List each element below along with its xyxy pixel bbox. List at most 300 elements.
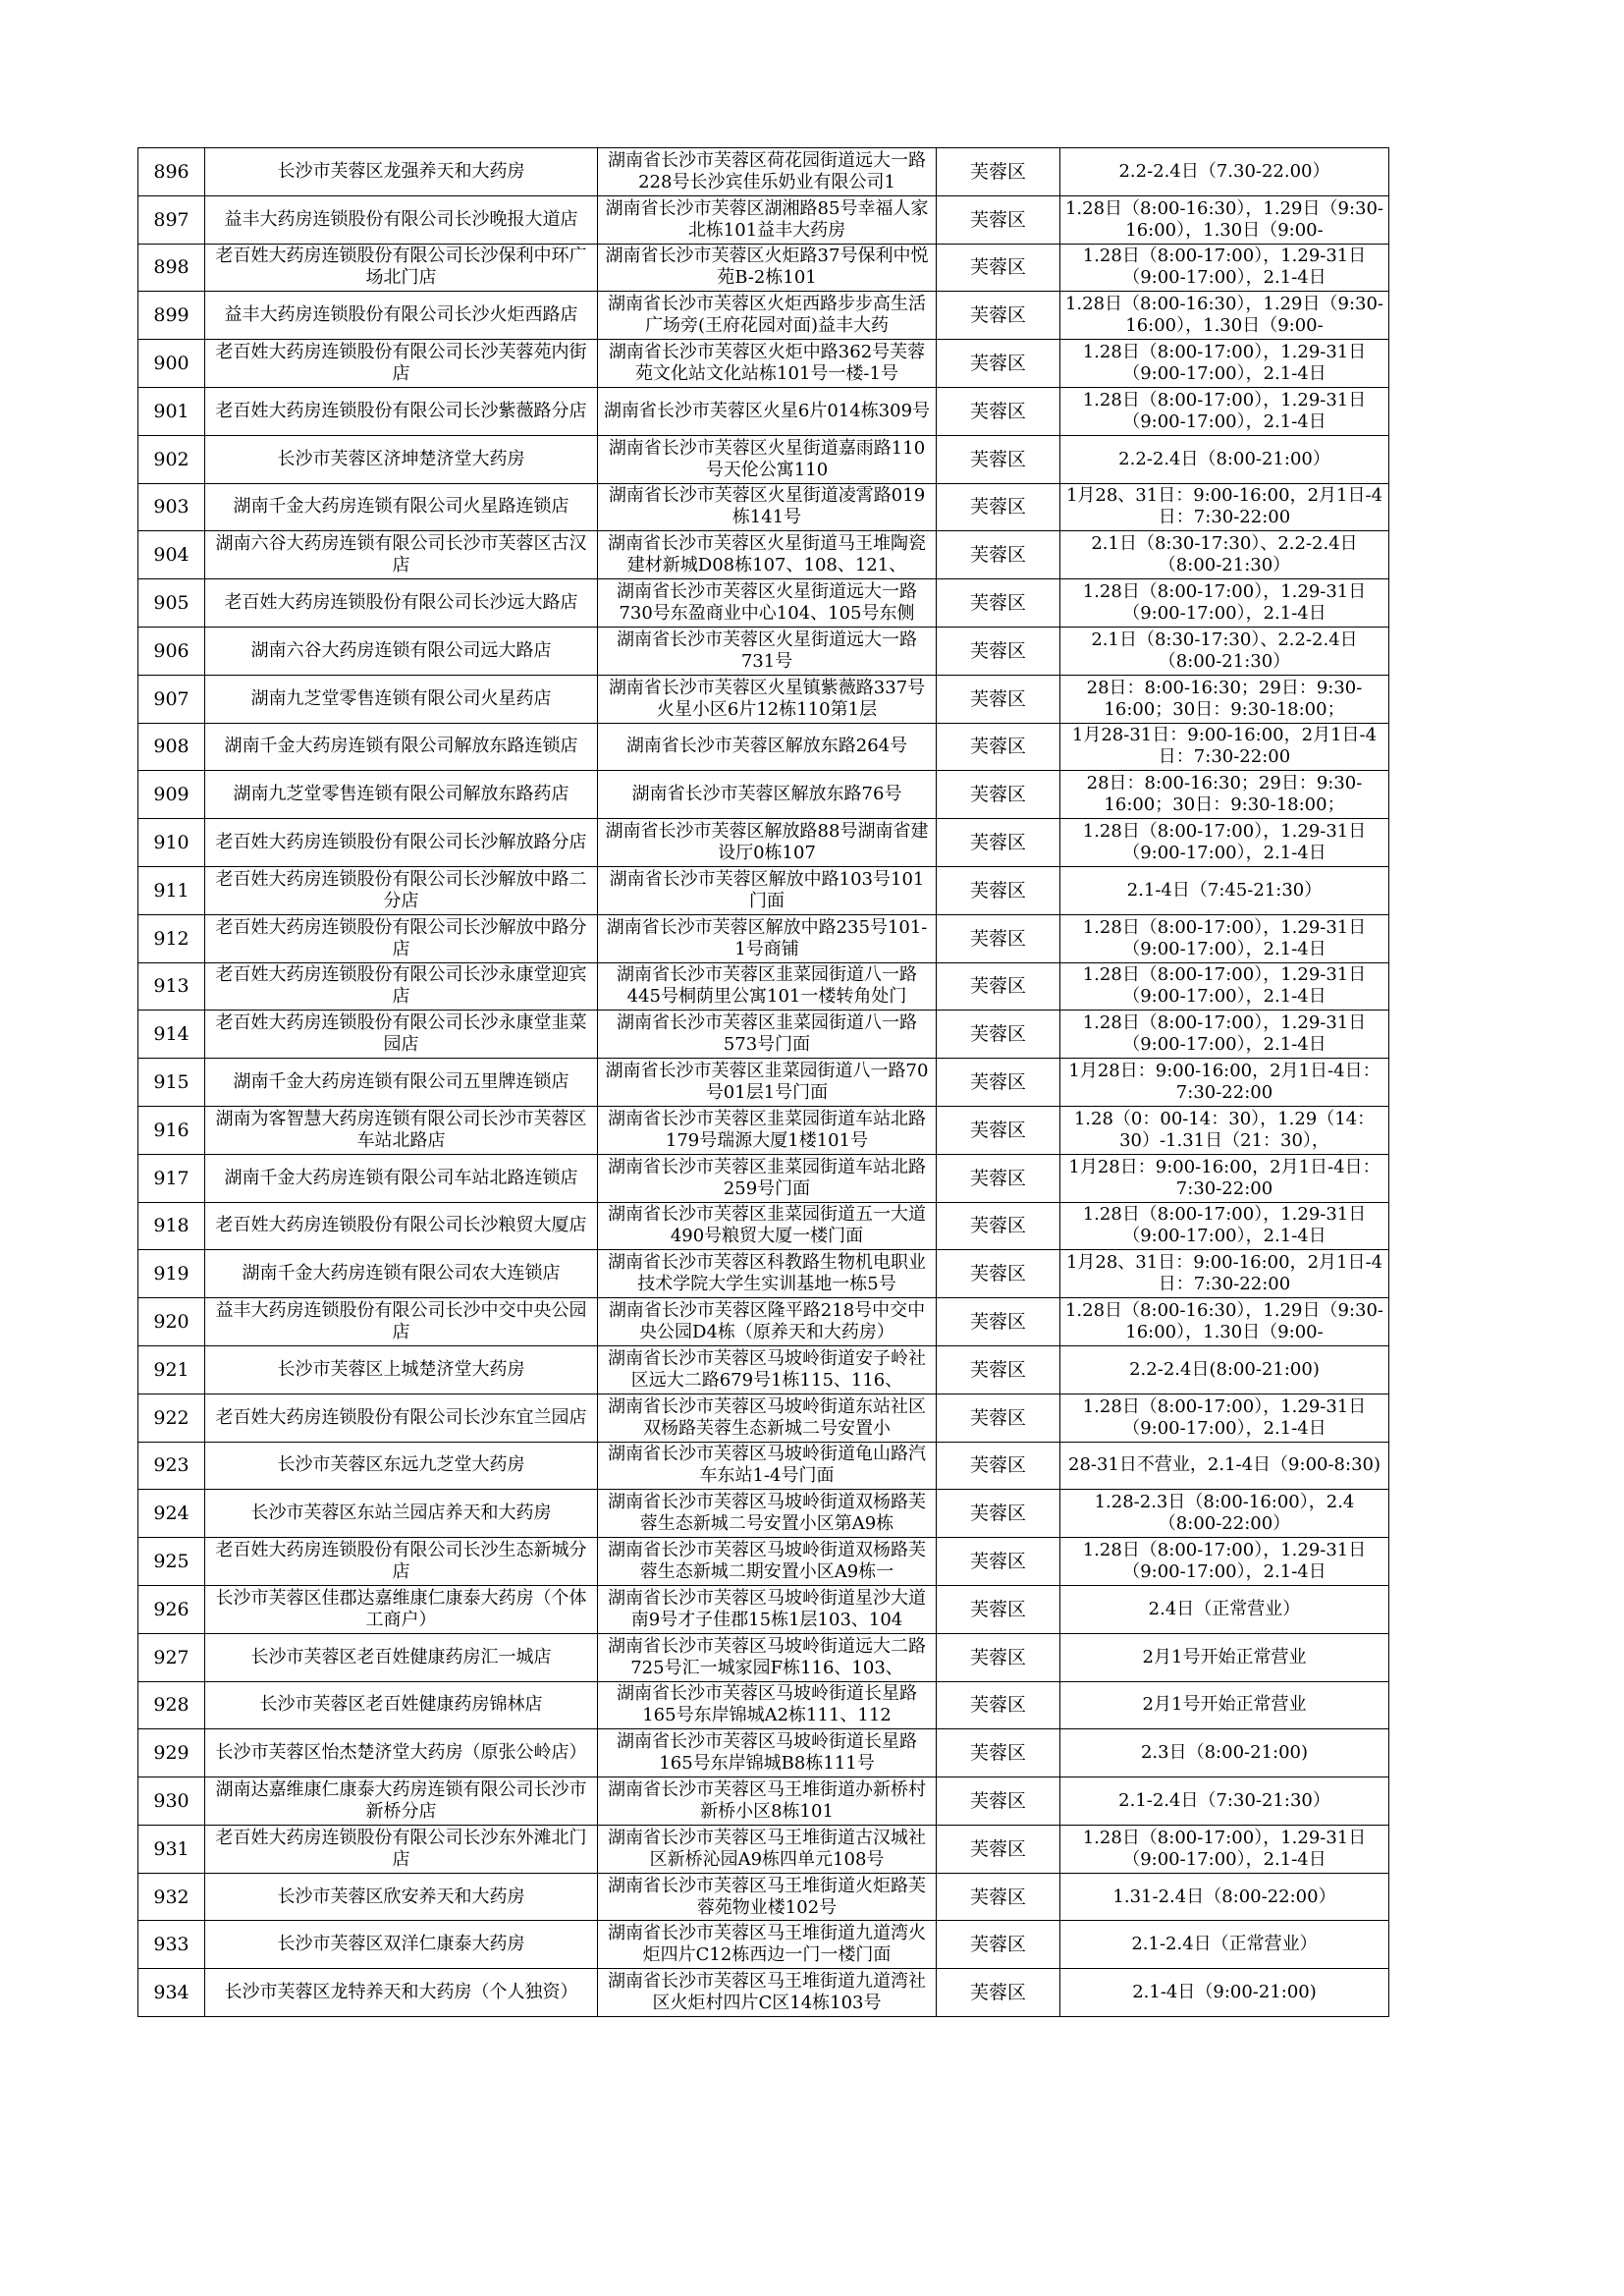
district-cell <box>937 1154 1060 1202</box>
district: 芙蓉区 <box>969 784 1026 806</box>
pharmacy-name-cell <box>205 723 598 771</box>
row-number: 903 <box>153 496 189 519</box>
table-row <box>138 292 1389 340</box>
business-hours-cell <box>1060 1106 1389 1154</box>
district-cell <box>937 1202 1060 1250</box>
business-hours-cell <box>1060 675 1389 723</box>
table-row <box>138 1873 1389 1921</box>
row-number: 909 <box>153 784 189 806</box>
pharmacy-name: 长沙市芙蓉区老百姓健康药房锦林店 <box>259 1694 543 1716</box>
pharmacy-address: 湖南省长沙市芙蓉区马王堆街道九道湾社区火炬村四片C区14栋103号 <box>608 1971 926 2014</box>
district-cell <box>937 771 1060 819</box>
pharmacy-name: 长沙市芙蓉区龙强养天和大药房 <box>277 160 525 182</box>
business-hours: 2.1-2.4日（正常营业） <box>1131 1934 1318 1955</box>
pharmacy-address: 湖南省长沙市芙蓉区火星6片014栋309号 <box>603 400 931 421</box>
pharmacy-name-cell <box>205 1490 598 1538</box>
row-number-cell <box>138 1250 205 1298</box>
pharmacy-name: 湖南千金大药房连锁有限公司火星路连锁店 <box>233 496 569 518</box>
table-row <box>138 627 1389 675</box>
pharmacy-address-cell <box>598 771 937 819</box>
business-hours: 2.1-2.4日（7:30-21:30） <box>1118 1789 1330 1811</box>
pharmacy-address-cell <box>598 1059 937 1107</box>
row-number: 918 <box>153 1215 189 1237</box>
business-hours: 1.28日（8:00-16:30），1.29日（9:30-16:00），1.30日（9:00- <box>1064 1300 1384 1343</box>
row-number-cell <box>138 914 205 962</box>
row-number: 929 <box>153 1742 189 1765</box>
business-hours-cell <box>1060 387 1389 435</box>
row-number: 925 <box>153 1551 189 1572</box>
pharmacy-name-cell <box>205 1202 598 1250</box>
pharmacy-address: 湖南省长沙市芙蓉区解放中路235号101-1号商铺 <box>606 916 928 959</box>
row-number-cell <box>138 819 205 867</box>
pharmacy-name-cell <box>205 962 598 1011</box>
pharmacy-name: 湖南九芝堂零售连锁有限公司解放东路药店 <box>233 784 569 805</box>
table-row <box>138 1442 1389 1490</box>
pharmacy-name-cell <box>205 675 598 723</box>
district-cell <box>937 1250 1060 1298</box>
table-row <box>138 1729 1389 1777</box>
pharmacy-address: 湖南省长沙市芙蓉区韭菜园街道五一大道490号粮贸大厦一楼门面 <box>608 1204 926 1247</box>
district-cell <box>937 435 1060 483</box>
table-row <box>138 675 1389 723</box>
row-number-cell <box>138 1442 205 1490</box>
pharmacy-name-cell <box>205 244 598 292</box>
pharmacy-address-cell <box>598 1394 937 1442</box>
district-cell <box>937 866 1060 914</box>
pharmacy-name: 益丰大药房连锁股份有限公司长沙晚报大道店 <box>224 208 578 230</box>
table-row <box>138 340 1389 388</box>
row-number: 901 <box>153 400 189 422</box>
row-number: 897 <box>153 208 189 231</box>
pharmacy-address: 湖南省长沙市芙蓉区火炬路37号保利中悦苑B-2栋101 <box>605 246 929 289</box>
district-cell <box>937 675 1060 723</box>
pharmacy-address: 湖南省长沙市芙蓉区火星街道远大一路730号东盈商业中心104、105号东侧 <box>617 581 917 625</box>
district-cell <box>937 1059 1060 1107</box>
district: 芙蓉区 <box>969 1406 1026 1429</box>
pharmacy-name-cell <box>205 1681 598 1729</box>
business-hours-cell <box>1060 1202 1389 1250</box>
row-number: 900 <box>153 353 189 375</box>
row-number: 917 <box>153 1167 189 1189</box>
row-number-cell <box>138 1490 205 1538</box>
row-number: 914 <box>153 1023 189 1046</box>
business-hours-cell <box>1060 962 1389 1011</box>
pharmacy-address-cell <box>598 1681 937 1729</box>
row-number-cell <box>138 483 205 531</box>
business-hours: 1.28日（8:00-17:00），1.29-31日（9:00-17:00），2.1-4日 <box>1082 389 1367 432</box>
row-number-cell <box>138 387 205 435</box>
district-cell <box>937 1490 1060 1538</box>
table-row <box>138 579 1389 628</box>
business-hours: 1.28日（8:00-17:00），1.29-31日（9:00-17:00），2.1-4日 <box>1082 1540 1367 1582</box>
row-number-cell <box>138 1921 205 1969</box>
district-cell <box>937 1585 1060 1633</box>
table-row <box>138 1011 1389 1059</box>
business-hours-cell <box>1060 1298 1389 1346</box>
pharmacy-hours-table <box>137 147 1389 2017</box>
row-number: 906 <box>153 639 189 662</box>
business-hours-cell <box>1060 483 1389 531</box>
row-number-cell <box>138 866 205 914</box>
district: 芙蓉区 <box>969 160 1026 183</box>
business-hours: 1.28日（8:00-17:00），1.29-31日（9:00-17:00），2.1-4日 <box>1082 342 1367 385</box>
row-number: 911 <box>153 879 189 902</box>
district: 芙蓉区 <box>969 1789 1026 1812</box>
pharmacy-address: 湖南省长沙市芙蓉区解放中路103号101门面 <box>609 868 925 911</box>
pharmacy-name-cell <box>205 340 598 388</box>
business-hours-cell <box>1060 1250 1389 1298</box>
district-cell <box>937 1345 1060 1394</box>
district: 芙蓉区 <box>969 1119 1026 1141</box>
row-number: 915 <box>153 1071 189 1094</box>
business-hours: 1.28日（8:00-17:00），1.29-31日（9:00-17:00），2.1-4日 <box>1082 246 1367 289</box>
business-hours-cell <box>1060 771 1389 819</box>
district: 芙蓉区 <box>969 1886 1026 1908</box>
business-hours: 1.28（0：00-14：30），1.29（14：30）-1.31日（21：30）， <box>1073 1108 1376 1151</box>
pharmacy-address-cell <box>598 1202 937 1250</box>
row-number-cell <box>138 292 205 340</box>
district-cell <box>937 483 1060 531</box>
table-row <box>138 1921 1389 1969</box>
row-number-cell <box>138 340 205 388</box>
district-cell <box>937 1298 1060 1346</box>
business-hours: 1.28日（8:00-17:00），1.29-31日（9:00-17:00），2.1-4日 <box>1082 821 1367 864</box>
row-number: 910 <box>153 832 189 854</box>
pharmacy-address-cell <box>598 1825 937 1873</box>
district: 芙蓉区 <box>969 1023 1026 1046</box>
district: 芙蓉区 <box>969 1598 1026 1620</box>
row-number: 933 <box>153 1934 189 1956</box>
pharmacy-name: 长沙市芙蓉区欣安养天和大药房 <box>277 1886 525 1907</box>
pharmacy-name: 湖南六谷大药房连锁有限公司长沙市芙蓉区古汉店 <box>215 533 587 576</box>
district: 芙蓉区 <box>969 1358 1026 1381</box>
pharmacy-name-cell <box>205 1250 598 1298</box>
district: 芙蓉区 <box>969 1742 1026 1765</box>
business-hours: 2.1日（8:30-17:30）、2.2-2.4日（8:00-21:30） <box>1091 533 1358 576</box>
pharmacy-address: 湖南省长沙市芙蓉区马坡岭街道东站社区双杨路芙蓉生态新城二号安置小 <box>608 1395 926 1439</box>
row-number: 920 <box>153 1311 189 1334</box>
district: 芙蓉区 <box>969 736 1026 758</box>
pharmacy-name: 老百姓大药房连锁股份有限公司长沙永康堂迎宾店 <box>215 964 587 1008</box>
pharmacy-address: 湖南省长沙市芙蓉区马王堆街道九道湾火炬四片C12栋西边一门一楼门面 <box>608 1923 926 1966</box>
row-number: 934 <box>153 1982 189 2004</box>
table-row <box>138 1106 1389 1154</box>
table-row <box>138 1969 1389 2017</box>
table-row <box>138 914 1389 962</box>
district: 芙蓉区 <box>969 1263 1026 1285</box>
business-hours: 2月1号开始正常营业 <box>1142 1646 1307 1667</box>
pharmacy-name: 长沙市芙蓉区龙特养天和大药房（个人独资） <box>224 1982 578 2003</box>
row-number-cell <box>138 962 205 1011</box>
pharmacy-name: 老百姓大药房连锁股份有限公司长沙芙蓉苑内街店 <box>215 342 587 385</box>
pharmacy-name-cell <box>205 1442 598 1490</box>
row-number: 932 <box>153 1886 189 1908</box>
row-number-cell <box>138 531 205 579</box>
pharmacy-name: 老百姓大药房连锁股份有限公司长沙远大路店 <box>224 592 578 614</box>
pharmacy-address-cell <box>598 483 937 531</box>
row-number: 922 <box>153 1406 189 1429</box>
business-hours-cell <box>1060 723 1389 771</box>
district-cell <box>937 531 1060 579</box>
business-hours: 1.28日（8:00-16:30），1.29日（9:30-16:00），1.30日（9:00- <box>1064 294 1384 337</box>
business-hours: 28日：8:00-16:30；29日：9:30-16:00；30日：9:30-18:00； <box>1086 773 1363 816</box>
business-hours: 28-31日不营业，2.1-4日（9:00-8:30) <box>1068 1454 1380 1476</box>
table-row <box>138 1825 1389 1873</box>
pharmacy-address-cell <box>598 627 937 675</box>
pharmacy-address: 湖南省长沙市芙蓉区韭菜园街道车站北路179号瑞源大厦1楼101号 <box>608 1108 926 1151</box>
table-row <box>138 1681 1389 1729</box>
district: 芙蓉区 <box>969 1934 1026 1956</box>
pharmacy-address: 湖南省长沙市芙蓉区韭菜园街道八一路573号门面 <box>617 1012 917 1056</box>
pharmacy-address-cell <box>598 1969 937 2017</box>
table-row <box>138 962 1389 1011</box>
pharmacy-address-cell <box>598 1729 937 1777</box>
row-number: 904 <box>153 544 189 567</box>
table-body <box>138 148 1389 2017</box>
row-number-cell <box>138 1729 205 1777</box>
district-cell <box>937 579 1060 628</box>
pharmacy-address-cell <box>598 962 937 1011</box>
pharmacy-name: 长沙市芙蓉区佳郡达嘉维康仁康泰大药房（个体工商户） <box>215 1587 587 1630</box>
pharmacy-address-cell <box>598 723 937 771</box>
pharmacy-name-cell <box>205 435 598 483</box>
pharmacy-address-cell <box>598 435 937 483</box>
row-number-cell <box>138 1538 205 1586</box>
row-number-cell <box>138 195 205 244</box>
pharmacy-name: 湖南千金大药房连锁有限公司解放东路连锁店 <box>224 736 578 757</box>
pharmacy-name: 长沙市芙蓉区济坤楚济堂大药房 <box>277 448 525 469</box>
pharmacy-name-cell <box>205 1921 598 1969</box>
pharmacy-name-cell <box>205 1538 598 1586</box>
business-hours: 2.1日（8:30-17:30）、2.2-2.4日（8:00-21:30） <box>1091 629 1358 672</box>
district: 芙蓉区 <box>969 832 1026 854</box>
pharmacy-address: 湖南省长沙市芙蓉区马坡岭街道双杨路芙蓉生态新城二号安置小区第A9栋 <box>608 1492 926 1535</box>
district-cell <box>937 1633 1060 1681</box>
pharmacy-name-cell <box>205 914 598 962</box>
business-hours: 2月1号开始正常营业 <box>1142 1694 1307 1716</box>
pharmacy-address-cell <box>598 1154 937 1202</box>
district-cell <box>937 1538 1060 1586</box>
pharmacy-name-cell <box>205 292 598 340</box>
row-number: 927 <box>153 1646 189 1668</box>
business-hours-cell <box>1060 1442 1389 1490</box>
row-number: 930 <box>153 1789 189 1812</box>
row-number-cell <box>138 579 205 628</box>
pharmacy-address: 湖南省长沙市芙蓉区火星街道凌霄路019栋141号 <box>608 485 926 528</box>
pharmacy-address: 湖南省长沙市芙蓉区韭菜园街道八一路445号桐荫里公寓101一楼转角处门 <box>617 964 917 1008</box>
business-hours: 2.3日（8:00-21:00) <box>1140 1742 1309 1764</box>
district-cell <box>937 1681 1060 1729</box>
pharmacy-name: 老百姓大药房连锁股份有限公司长沙解放中路二分店 <box>215 868 587 911</box>
business-hours-cell <box>1060 1873 1389 1921</box>
pharmacy-address-cell <box>598 1250 937 1298</box>
pharmacy-address: 湖南省长沙市芙蓉区解放东路76号 <box>631 784 902 805</box>
pharmacy-address-cell <box>598 1298 937 1346</box>
row-number-cell <box>138 1154 205 1202</box>
pharmacy-name-cell <box>205 819 598 867</box>
pharmacy-name-cell <box>205 1585 598 1633</box>
row-number: 919 <box>153 1263 189 1285</box>
business-hours: 1月28-31日：9:00-16:00，2月1日-4日：7:30-22:00 <box>1071 725 1378 768</box>
district: 芙蓉区 <box>969 304 1026 327</box>
table-row <box>138 1298 1389 1346</box>
pharmacy-name: 老百姓大药房连锁股份有限公司长沙生态新城分店 <box>215 1540 587 1582</box>
business-hours: 1.28-2.3日（8:00-16:00），2.4（8:00-22:00） <box>1094 1492 1355 1535</box>
district-cell <box>937 1442 1060 1490</box>
business-hours-cell <box>1060 340 1389 388</box>
row-number-cell <box>138 1298 205 1346</box>
row-number: 926 <box>153 1598 189 1620</box>
pharmacy-name-cell <box>205 771 598 819</box>
table-row <box>138 531 1389 579</box>
business-hours: 2.1-4日（7:45-21:30） <box>1126 879 1323 901</box>
district: 芙蓉区 <box>969 256 1026 279</box>
table-row <box>138 1777 1389 1826</box>
district-cell <box>937 1969 1060 2017</box>
business-hours-cell <box>1060 1490 1389 1538</box>
pharmacy-name-cell <box>205 1059 598 1107</box>
district: 芙蓉区 <box>969 544 1026 567</box>
row-number-cell <box>138 1011 205 1059</box>
business-hours: 28日：8:00-16:30；29日：9:30-16:00；30日：9:30-18:00； <box>1086 677 1363 720</box>
district: 芙蓉区 <box>969 1215 1026 1237</box>
pharmacy-name-cell <box>205 1345 598 1394</box>
table-row <box>138 819 1389 867</box>
pharmacy-name-cell <box>205 627 598 675</box>
pharmacy-address-cell <box>598 1538 937 1586</box>
table-row <box>138 1154 1389 1202</box>
pharmacy-address: 湖南省长沙市芙蓉区马坡岭街道长星路165号东岸锦城B8栋111号 <box>617 1731 917 1775</box>
pharmacy-address-cell <box>598 1585 937 1633</box>
business-hours-cell <box>1060 1538 1389 1586</box>
pharmacy-address-cell <box>598 1011 937 1059</box>
table-row <box>138 1345 1389 1394</box>
pharmacy-address: 湖南省长沙市芙蓉区马坡岭街道安子岭社区远大二路679号1栋115、116、 <box>608 1347 926 1391</box>
business-hours: 1月28、31日：9:00-16:00，2月1日-4日：7:30-22:00 <box>1065 1252 1383 1295</box>
pharmacy-address: 湖南省长沙市芙蓉区韭菜园街道车站北路259号门面 <box>608 1156 926 1199</box>
district-cell <box>937 340 1060 388</box>
district-cell <box>937 819 1060 867</box>
pharmacy-address-cell <box>598 675 937 723</box>
pharmacy-address-cell <box>598 1777 937 1826</box>
business-hours-cell <box>1060 627 1389 675</box>
row-number: 908 <box>153 736 189 758</box>
district-cell <box>937 244 1060 292</box>
district-cell <box>937 1011 1060 1059</box>
pharmacy-address: 湖南省长沙市芙蓉区火星街道嘉雨路110号天伦公寓110 <box>608 437 926 480</box>
table-row <box>138 771 1389 819</box>
pharmacy-name: 湖南为客智慧大药房连锁有限公司长沙市芙蓉区车站北路店 <box>215 1108 587 1151</box>
table-row <box>138 1538 1389 1586</box>
pharmacy-address-cell <box>598 244 937 292</box>
pharmacy-name: 长沙市芙蓉区怡杰楚济堂大药房（原张公岭店） <box>215 1742 587 1764</box>
district: 芙蓉区 <box>969 496 1026 519</box>
district: 芙蓉区 <box>969 1646 1026 1668</box>
row-number-cell <box>138 1681 205 1729</box>
table-row <box>138 1585 1389 1633</box>
district-cell <box>937 914 1060 962</box>
business-hours-cell <box>1060 1585 1389 1633</box>
district-cell <box>937 627 1060 675</box>
pharmacy-name-cell <box>205 483 598 531</box>
row-number: 924 <box>153 1503 189 1525</box>
pharmacy-address-cell <box>598 1921 937 1969</box>
row-number: 907 <box>153 687 189 710</box>
business-hours-cell <box>1060 1394 1389 1442</box>
pharmacy-address-cell <box>598 1442 937 1490</box>
district: 芙蓉区 <box>969 879 1026 902</box>
business-hours: 2.2-2.4日（7.30-22.00） <box>1118 160 1330 182</box>
district: 芙蓉区 <box>969 687 1026 710</box>
business-hours-cell <box>1060 914 1389 962</box>
business-hours-cell <box>1060 579 1389 628</box>
pharmacy-name: 湖南九芝堂零售连锁有限公司火星药店 <box>250 687 552 709</box>
pharmacy-address-cell <box>598 866 937 914</box>
row-number-cell <box>138 1873 205 1921</box>
pharmacy-address-cell <box>598 1873 937 1921</box>
district-cell <box>937 962 1060 1011</box>
district-cell <box>937 292 1060 340</box>
row-number: 912 <box>153 927 189 950</box>
table-row <box>138 1202 1389 1250</box>
pharmacy-address: 湖南省长沙市芙蓉区马王堆街道火炬路芙蓉苑物业楼102号 <box>608 1875 926 1918</box>
pharmacy-address-cell <box>598 819 937 867</box>
row-number-cell <box>138 1969 205 2017</box>
pharmacy-name: 老百姓大药房连锁股份有限公司长沙粮贸大厦店 <box>215 1215 587 1236</box>
pharmacy-address-cell <box>598 579 937 628</box>
pharmacy-name: 老百姓大药房连锁股份有限公司长沙解放中路分店 <box>215 916 587 959</box>
pharmacy-name: 老百姓大药房连锁股份有限公司长沙紫薇路分店 <box>215 400 587 421</box>
pharmacy-address: 湖南省长沙市芙蓉区马坡岭街道龟山路汽车东站1-4号门面 <box>608 1444 926 1487</box>
pharmacy-address-cell <box>598 1633 937 1681</box>
pharmacy-name: 益丰大药房连锁股份有限公司长沙中交中央公园店 <box>215 1300 587 1343</box>
pharmacy-name: 老百姓大药房连锁股份有限公司长沙东外滩北门店 <box>215 1827 587 1870</box>
district-cell <box>937 1825 1060 1873</box>
pharmacy-address: 湖南省长沙市芙蓉区韭菜园街道八一路70号01层1号门面 <box>605 1061 929 1104</box>
pharmacy-name-cell <box>205 1394 598 1442</box>
business-hours: 1月28日：9:00-16:00，2月1日-4日：7:30-22:00 <box>1068 1061 1380 1104</box>
pharmacy-name: 湖南千金大药房连锁有限公司农大连锁店 <box>242 1263 561 1285</box>
pharmacy-name-cell <box>205 1106 598 1154</box>
district: 芙蓉区 <box>969 927 1026 950</box>
business-hours-cell <box>1060 148 1389 196</box>
business-hours: 1月28日：9:00-16:00，2月1日-4日：7:30-22:00 <box>1068 1156 1380 1199</box>
row-number-cell <box>138 1825 205 1873</box>
row-number-cell <box>138 435 205 483</box>
row-number: 923 <box>153 1454 189 1477</box>
pharmacy-address: 湖南省长沙市芙蓉区荷花园街道远大一路228号长沙宾佳乐奶业有限公司1 <box>608 149 926 192</box>
row-number: 905 <box>153 592 189 615</box>
business-hours: 2.2-2.4日（8:00-21:00） <box>1118 448 1330 469</box>
district: 芙蓉区 <box>969 1982 1026 2004</box>
pharmacy-address-cell <box>598 531 937 579</box>
table-row <box>138 1394 1389 1442</box>
pharmacy-name-cell <box>205 1154 598 1202</box>
district-cell <box>937 148 1060 196</box>
pharmacy-name: 长沙市芙蓉区上城楚济堂大药房 <box>277 1358 525 1380</box>
pharmacy-address: 湖南省长沙市芙蓉区湖湘路85号幸福人家北栋101益丰大药房 <box>605 197 929 241</box>
district-cell <box>937 387 1060 435</box>
business-hours-cell <box>1060 1011 1389 1059</box>
pharmacy-name: 长沙市芙蓉区东远九芝堂大药房 <box>277 1454 525 1476</box>
table-row <box>138 195 1389 244</box>
pharmacy-name: 益丰大药房连锁股份有限公司长沙火炬西路店 <box>224 304 578 326</box>
row-number-cell <box>138 723 205 771</box>
pharmacy-name-cell <box>205 1969 598 2017</box>
pharmacy-address: 湖南省长沙市芙蓉区火星街道远大一路731号 <box>617 629 917 672</box>
district: 芙蓉区 <box>969 592 1026 615</box>
district: 芙蓉区 <box>969 1503 1026 1525</box>
